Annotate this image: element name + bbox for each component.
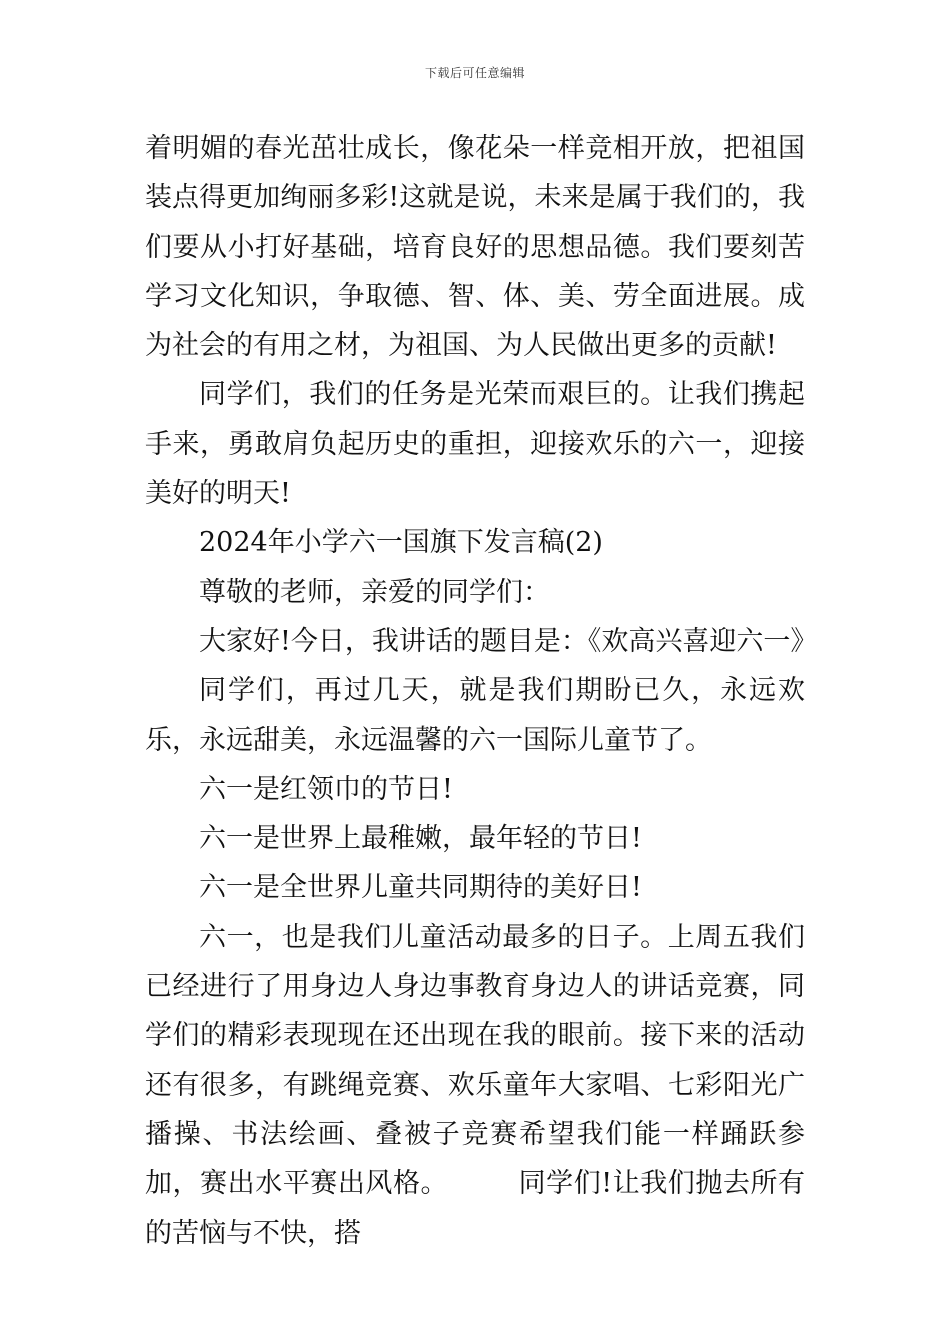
- document-body: [145, 124, 818, 1258]
- paragraph-activities: [145, 913, 805, 1258]
- paragraph-youngest: 六一是世界上最稚嫩，最年轻的节日!: [199, 823, 642, 855]
- paragraph-salutation: 尊敬的老师，亲爱的同学们：: [199, 576, 550, 608]
- paragraph-red-scarf: 六一是红领巾的节日!: [199, 773, 453, 805]
- paragraph-activities-text: 六一，也是我们儿童活动最多的日子。上周五我们已经进行了用身边人身边事教育身边人的讲话竞赛，同学们的精彩表现现在还出现在我的眼前。接下来的活动还有很多，有跳绳竞赛、欢乐童年大家唱、七彩阳光广播操、书法绘画、叠被子竞赛希望我们能一样踊跃参加，赛出水平赛出风格。: [145, 921, 805, 1200]
- paragraph-intro: 同学们，再过几天，就是我们期盼已久，永远欢乐，永远甜美，永远温馨的六一国际儿童节了。: [145, 675, 805, 756]
- page-header: 下载后可任意编辑: [424, 66, 525, 80]
- paragraph-closing-start: 同学们!让我们抛去所有的苦恼与不快，搭: [145, 1168, 805, 1249]
- paragraph-greeting: 大家好!今日，我讲话的题目是：《欢高兴喜迎六一》: [199, 625, 818, 657]
- paragraph-task: 同学们，我们的任务是光荣而艰巨的。让我们携起手来，勇敢肩负起历史的重担，迎接欢乐的六一，迎接美好的明天!: [145, 379, 805, 510]
- paragraph-worldwide: 六一是全世界儿童共同期待的美好日!: [199, 872, 642, 904]
- paragraph-continued: 着明媚的春光茁壮成长，像花朵一样竞相开放，把祖国装点得更加绚丽多彩!这就是说，未来是属于我们的，我们要从小打好基础，培育良好的思想品德。我们要刻苦学习文化知识，争取德、智、体、美、劳全面进展。成为社会的有用之材，为祖国、为人民做出更多的贡献!: [145, 133, 805, 362]
- section-title: 2024年小学六一国旗下发言稿(2): [199, 527, 603, 559]
